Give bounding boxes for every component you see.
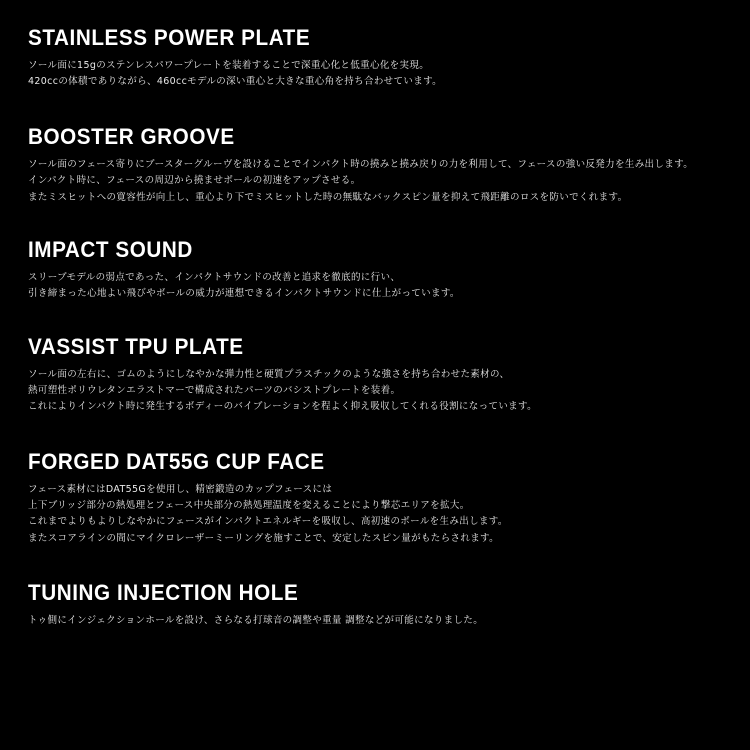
- feature-section-stainless-power-plate: [28, 26, 722, 91]
- section-title: VASSIST TPU PLATE: [28, 333, 244, 359]
- body-line: 引き締まった心地よい飛びやボールの威力が連想できるインパクトサウンドに仕上がっています。: [28, 288, 460, 300]
- section-body: [28, 58, 722, 91]
- body-line: 420ccの体積でありながら、460ccモデルの深い重心と大きな重心角を持ち合わせています。: [28, 76, 443, 88]
- section-body: [28, 157, 722, 206]
- section-body: [28, 367, 722, 416]
- section-title: IMPACT SOUND: [28, 236, 193, 262]
- section-body: [28, 482, 722, 547]
- body-line: これによりインパクト時に発生するボディーのバイブレーションを程よく抑え吸収してくれる役割になっています。: [28, 401, 537, 413]
- body-line: これまでよりもよりしなやかにフェースがインパクトエネルギーを吸収し、高初速のボールを生み出します。: [28, 516, 508, 528]
- section-title: FORGED DAT55G CUP FACE: [28, 448, 325, 474]
- body-line: 熱可塑性ポリウレタンエラストマーで構成されたパーツのバシストプレートを装着。: [28, 385, 401, 396]
- body-line: フェース素材にはDAT55Gを使用し、精密鍛造のカップフェースには: [28, 483, 333, 495]
- feature-section-impact-sound: [28, 238, 722, 303]
- section-title: TUNING INJECTION HOLE: [28, 580, 299, 606]
- feature-section-vassist-tpu-plate: [28, 335, 722, 416]
- section-title: BOOSTER GROOVE: [28, 123, 235, 149]
- body-line: インパクト時に、フェースの周辺から撓ませボールの初速をアップさせる。: [28, 175, 361, 187]
- section-body: [28, 270, 722, 303]
- body-line: またミスヒットへの寛容性が向上し、重心より下でミスヒットした時の無駄なバックスピン量を抑えて飛距離のロスを防いでくれます。: [28, 191, 628, 203]
- body-line: ソール面の左右に、ゴムのようにしなやかな弾力性と硬質プラスチックのような強さを持ち合わせた素材の、: [28, 368, 510, 380]
- feature-section-tuning-injection-hole: [28, 581, 722, 629]
- body-line: トゥ側にインジェクションホールを設け、さらなる打球音の調整や重量 調整などが可能になりました。: [28, 615, 484, 627]
- feature-section-forged-dat55g-cup-face: [28, 450, 722, 547]
- body-line: ソール面のフェース寄りにブースターグルーヴを設けることでインパクト時の撓みと撓み戻りの力を利用して、フェースの強い反発力を生み出します。: [28, 158, 694, 170]
- feature-section-booster-groove: [28, 125, 722, 206]
- section-body: [28, 613, 722, 629]
- body-line: スリーブモデルの弱点であった、インパクトサウンドの改善と追求を徹底的に行い、: [28, 271, 401, 283]
- body-line: またスコアラインの間にマイクロレーザーミーリングを施すことで、安定したスピン量がもたらされます。: [28, 532, 499, 544]
- body-line: ソール面に15gのステンレスパワープレートを装着することで深重心化と低重心化を実現。: [28, 60, 430, 72]
- section-title: STAINLESS POWER PLATE: [28, 25, 311, 50]
- body-line: 上下ブリッジ部分の熱処理とフェース中央部分の熱処理温度を変えることにより撃芯エリアを拡大。: [28, 500, 470, 512]
